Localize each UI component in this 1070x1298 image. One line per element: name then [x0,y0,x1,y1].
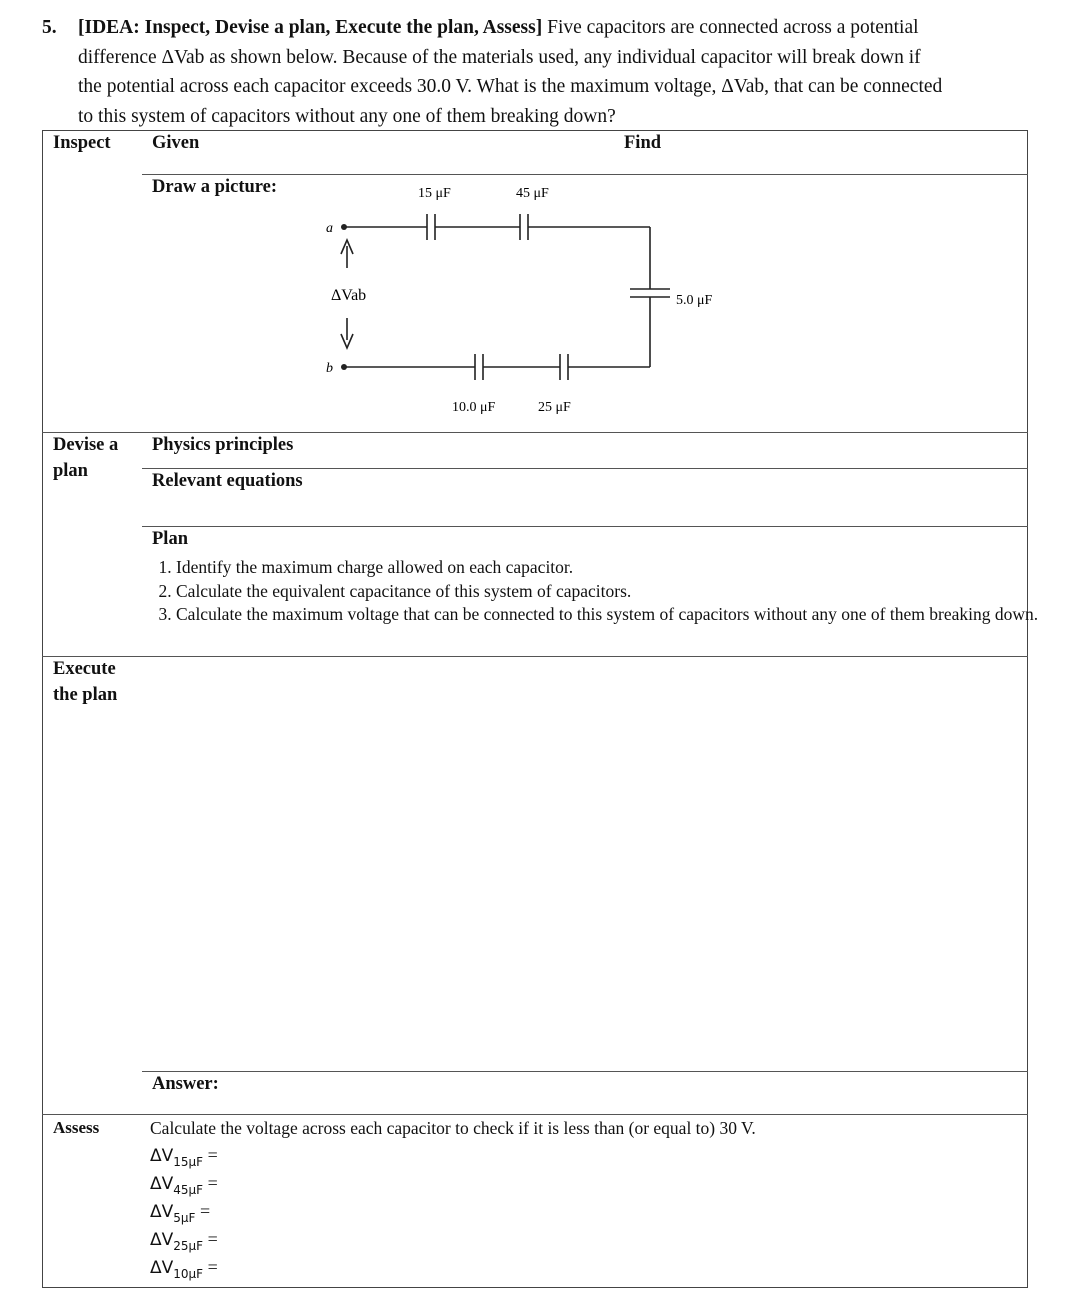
question-line-2: difference ΔVab as shown below. Because of the materials used, any individual capacitor will break down if [78,46,921,68]
row-divider [142,1071,1028,1072]
node-a-dot [341,224,347,230]
cap-15-label: 15 μF [418,186,451,201]
assess-equation: $\Delta V_{5\mu F}$ = [150,1201,211,1225]
execute-label-2: the plan [53,685,118,705]
cap-45-label: 45 μF [516,186,549,201]
answer-label: Answer: [152,1074,219,1094]
node-b-dot [341,364,347,370]
cap-25-label: 25 μF [538,400,571,415]
devise-label-2: plan [53,461,88,481]
row-divider [42,432,1028,433]
cap-5-label: 5.0 μF [676,293,713,308]
row-divider [42,656,1028,657]
plan-list [150,556,1051,627]
idea-tag: [IDEA: Inspect, Devise a plan, Execute the plan, Assess] [78,17,543,38]
question-line-1: Five capacitors are connected across a potential [542,17,919,38]
relevant-equations-label: Relevant equations [152,471,303,491]
find-label: Find [624,133,662,153]
question-line-3: the potential across each capacitor exceeds 30.0 V. What is the maximum voltage, ΔVab, that can be connected [78,76,943,97]
assess-equation: $\Delta V_{45\mu F}$ = [150,1173,218,1197]
inspect-label: Inspect [53,133,111,153]
question-number: 5. [42,17,57,38]
plan-step: 3. Calculate the maximum voltage that can be connected to this system of capacitors without any one of them breaking down. [176,603,1051,627]
row-divider [42,1114,1028,1115]
row-divider [142,526,1028,527]
plan-step: 1. Identify the maximum charge allowed on each capacitor. [176,556,1051,580]
devise-label-1: Devise a [53,435,119,455]
plan-step: 2. Calculate the equivalent capacitance of this system of capacitors. [176,580,1051,604]
plan-label: Plan [152,529,188,549]
assess-instruction: Calculate the voltage across each capacitor to check if it is less than (or equal to) 30 V. [150,1118,756,1138]
assess-equation: $\Delta V_{25\mu F}$ = [150,1229,218,1253]
node-b-label: b [326,361,333,376]
assess-label: Assess [53,1118,100,1137]
question-line-4: to this system of capacitors without any one of them breaking down? [78,105,616,127]
voltage-label: ΔVab [331,287,367,304]
execute-label-1: Execute [53,659,116,679]
circuit-diagram [0,0,1070,430]
assess-equation: $\Delta V_{15\mu F}$ = [150,1145,218,1169]
draw-picture-label: Draw a picture: [152,177,278,197]
cap-10-label: 10.0 μF [452,400,496,415]
assess-equation: $\Delta V_{10\mu F}$ = [150,1257,218,1281]
node-a-label: a [326,221,333,236]
given-label: Given [152,133,200,153]
row-divider [142,468,1028,469]
physics-principles-label: Physics principles [152,435,294,455]
